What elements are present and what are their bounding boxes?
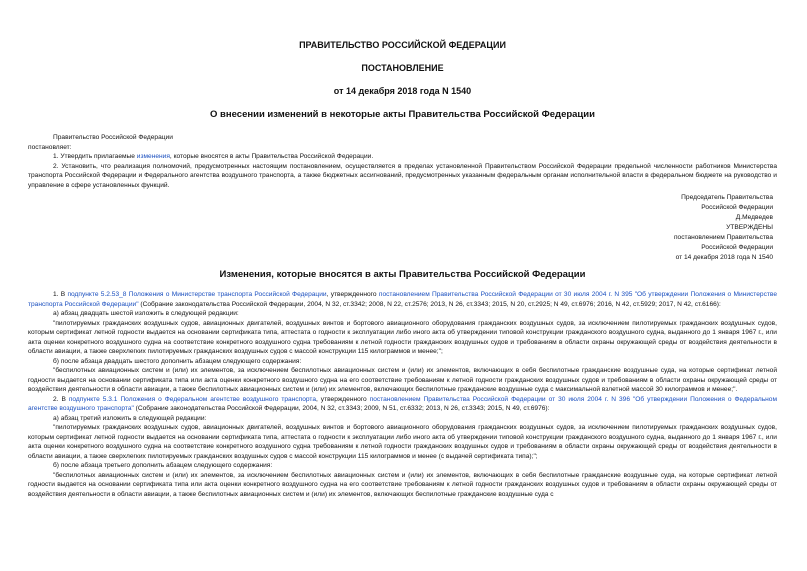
text: , утвержденного xyxy=(326,291,379,298)
clause-1 xyxy=(28,152,777,162)
clause-2: 2. Установить, что реализация полномочий, предусмотренных настоящим постановлением, осуществляется в пределах установленной Правительством Российской Федерации предельной численности работников Министерства транспорта Российской Федерации и Федерального агентства воздушного транспорта, а также бюджетных ассигнований, предусмотренных указанным федеральным органам исполнительной власти в федеральном бюджете на руководство и управление в сфере установленных функций. xyxy=(28,162,777,189)
preamble-line-2: постановляет: xyxy=(28,143,72,151)
changes-heading: Изменения, которые вносятся в акты Правительства Российской Федерации xyxy=(219,269,586,280)
link-resolution-395[interactable]: постановлением Правительства Российской Федерации от 30 июля 2004 г. N 395 "Об утверждении Положения о Министерстве транспорта Российской Федерации" xyxy=(28,291,777,308)
change-item-1-quote: "пилотируемых гражданских воздушных судов, авиационных двигателей, воздушных винтов и бортового авиационного оборудования гражданских воздушных судов, за исключением пилотируемых гражданских воздушных судов, которым сертификат летной годности выдается на основании сертификата типа, аттестата о годности к эксплуатации либо иного акта об утверждении типовой конструкции гражданского воздушного судна, выданного до 1 января 1967 г., или акта оценки конкретного воздушного судна на соответствие конкретного воздушного судна требованиям к летной годности гражданских воздушных судов и требованиям в области охраны окружающей среды от воздействия деятельности в области авиации, а также сверхлегких пилотируемых гражданских воздушных судов с массой конструкции 115 килограммов и менее;"; xyxy=(28,319,777,355)
changes-link[interactable]: изменения xyxy=(136,153,170,160)
text: (Собрание законодательства Российской Федерации, 2004, N 32, ст.3342; 2008, N 22, ст.2576; 2013, N 26, ст.3343; 2015, N 20, ст.2925; N 49, ст.6976; 2016, N 42, ст.5929; 2017, N 42, ст.6166): xyxy=(138,300,721,308)
signature-line: Российской Федерации xyxy=(701,204,773,211)
clause-1-text-b: , которые вносятся в акты Правительства Российской Федерации. xyxy=(169,153,374,160)
clause-1-text-a: 1. Утвердить прилагаемые xyxy=(53,153,137,160)
approval-line: Российской Федерации xyxy=(701,244,773,251)
link-subclause-5-2-53-8[interactable]: подпункте 5.2.53_8 Положения о Министерстве транспорта Российской Федерации xyxy=(67,291,327,298)
date-number-heading: от 14 декабря 2018 года N 1540 xyxy=(333,86,472,96)
text: , утвержденного xyxy=(316,395,370,403)
signature-line: Д.Медведев xyxy=(735,214,773,221)
text: (Собрание законодательства Российской Федерации, 2004, N 32, ст.3343; 2009, N 51, ст.6332; 2013, N 26, ст.3343; 2015, N 49, ст.6976): xyxy=(133,405,550,412)
text: 2. В xyxy=(53,395,69,403)
government-heading: ПРАВИТЕЛЬСТВО РОССИЙСКОЙ ФЕДЕРАЦИИ xyxy=(299,40,506,50)
change-item-1 xyxy=(28,290,777,309)
change-item-1-a: а) абзац двадцать шестой изложить в следующей редакции: xyxy=(53,310,239,317)
text: 1. В xyxy=(53,291,68,298)
approval-line: УТВЕРЖДЕНЫ xyxy=(726,224,773,231)
signature-line: Председатель Правительства xyxy=(681,194,773,201)
approval-line: постановлением Правительства xyxy=(673,234,773,241)
change-item-2-quote: "пилотируемых гражданских воздушных судов, авиационных двигателей, воздушных винтов и бортового авиационного оборудования гражданских воздушных судов, за исключением пилотируемых гражданских воздушных судов, которым сертификат летной годности выдается на основании сертификата типа, аттестата о годности к эксплуатации либо иного акта об утверждении типовой конструкции гражданского воздушного судна, выданного до 1 января 1967 г., или акта оценки конкретного воздушного судна на соответствие конкретного воздушного судна требованиям к летной годности гражданских воздушных судов и требованиям в области охраны окружающей среды от воздействия деятельности в области авиации, а также сверхлегких пилотируемых гражданских воздушных судов с массой конструкции 115 килограммов и менее (с выдачей сертификата типа);"; xyxy=(28,424,777,460)
link-resolution-396[interactable]: постановлением Правительства Российской Федерации от 30 июля 2004 г. N 396 "Об утверждении Положения о Федеральном агентстве воздушного транспорта" xyxy=(28,395,777,412)
change-item-2-b: б) после абзаца третьего дополнить абзацем следующего содержания: xyxy=(53,462,273,469)
change-item-2 xyxy=(28,395,777,414)
change-item-2-a: а) абзац третий изложить в следующей редакции: xyxy=(53,414,207,422)
preamble-line-1: Правительство Российской Федерации xyxy=(53,134,173,141)
link-subclause-5-3-1[interactable]: подпункте 5.3.1 Положения о Федеральном агентстве воздушного транспорта xyxy=(68,395,317,403)
document-title: О внесении изменений в некоторые акты Правительства Российской Федерации xyxy=(210,109,595,120)
doc-type-heading: ПОСТАНОВЛЕНИЕ xyxy=(361,63,444,73)
approval-line: от 14 декабря 2018 года N 1540 xyxy=(675,254,773,261)
change-item-1-b: б) после абзаца двадцать шестого дополнить абзацем следующего содержания: xyxy=(53,357,302,365)
signature-block xyxy=(28,193,777,263)
change-item-2-quote-2: "беспилотных авиационных систем и (или) их элементов, за исключением беспилотных авиационных систем и (или) их элементов, включающих в себя беспилотные гражданские воздушные суда, на которые сертификат летной годности выдается на основании сертификата типа или акта оценки конкретного воздушного судна на его соответствие требованиям к летной годности гражданских воздушных судов и требованиям в области охраны окружающей среды от воздействия деятельности в области авиации, а также беспилотных авиационных систем и (или) их элементов, включающих беспилотные гражданские воздушные суда с xyxy=(28,471,777,498)
change-item-1-quote-2: "беспилотных авиационных систем и (или) их элементов, за исключением беспилотных авиационных систем и (или) их элементов, включающих в себя беспилотные гражданские воздушные суда, на которые сертификат летной годности выдается на основании сертификата типа или акта оценки конкретного воздушного судна на его соответствие требованиям к летной годности гражданских воздушных судов и требованиям в области охраны окружающей среды от воздействия деятельности в области авиации, а также беспилотных авиационных систем и (или) их элементов, включающих беспилотные гражданские воздушные суда с максимальной взлетной массой 30 килограммов и менее;". xyxy=(28,367,777,393)
